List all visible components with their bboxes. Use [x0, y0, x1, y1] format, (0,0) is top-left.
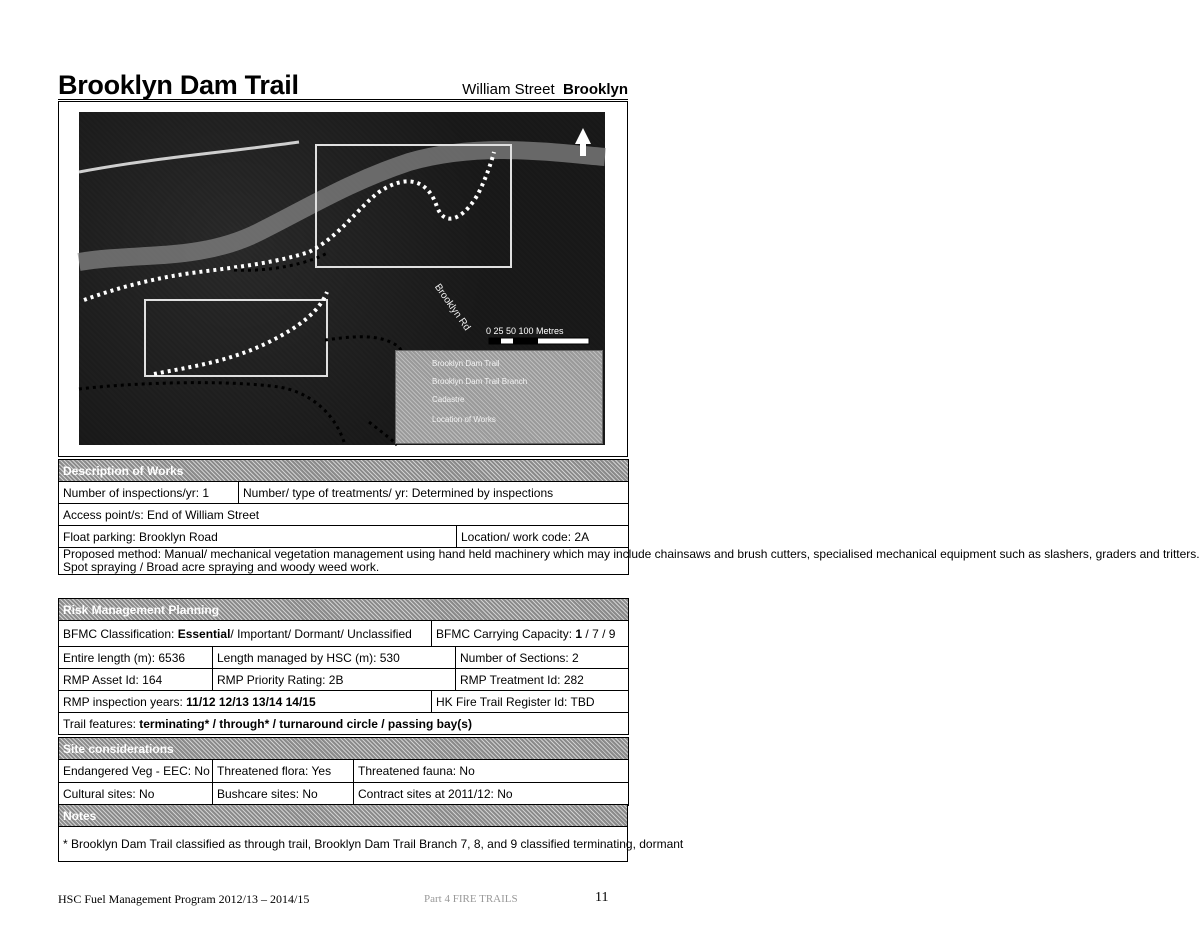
risk-heading: Risk Management Planning	[59, 599, 629, 621]
capacity-options: / 7 / 9	[582, 626, 616, 641]
flora-cell: Threatened flora: Yes	[213, 760, 354, 783]
description-heading: Description of Works	[59, 460, 629, 482]
bushcare-cell: Bushcare sites: No	[213, 783, 354, 806]
page-title: Brooklyn Dam Trail	[58, 70, 299, 100]
risk-table	[58, 598, 629, 735]
map-scale: 0 25 50 100 Metres	[486, 326, 564, 336]
bfmc-options: / Important/ Dormant/ Unclassified	[230, 626, 412, 641]
features-values: terminating* / through* / turnaround circle / passing bay(s)	[139, 716, 472, 731]
entire-length-cell: Entire length (m): 6536	[59, 647, 213, 669]
sections-cell: Number of Sections: 2	[456, 647, 629, 669]
spot-spraying-text: Spot spraying / Broad acre spraying and woody weed work.	[63, 560, 380, 574]
page-number: 11	[595, 890, 609, 905]
capacity-label: BFMC Carrying Capacity:	[436, 626, 576, 641]
legend-item: Brooklyn Dam Trail	[432, 359, 500, 368]
north-arrow-icon	[566, 124, 600, 158]
inspection-years-cell	[59, 691, 432, 713]
bfmc-value: Essential	[177, 626, 231, 641]
access-cell: Access point/s: End of William Street	[59, 504, 629, 526]
footer-part: Part 4 FIRE TRAILS	[424, 893, 518, 905]
asset-id-cell: RMP Asset Id: 164	[59, 669, 213, 691]
legend-item: Cadastre	[432, 395, 465, 404]
aerial-map	[79, 112, 605, 445]
inspection-values: 11/12 12/13 13/14 14/15	[186, 694, 316, 709]
treatment-id-cell: RMP Treatment Id: 282	[456, 669, 629, 691]
hk-register-cell: HK Fire Trail Register Id: TBD	[432, 691, 629, 713]
bfmc-classification-cell	[59, 621, 432, 647]
street-name: William Street	[462, 81, 555, 98]
trail-features-cell	[59, 713, 629, 735]
location-code-cell: Location/ work code: 2A	[457, 526, 629, 548]
inspections-cell: Number of inspections/yr: 1	[59, 482, 239, 504]
street-label: Brooklyn Rd	[431, 282, 473, 333]
map-legend	[395, 350, 603, 444]
proposed-method-cell	[59, 547, 1200, 575]
site-table	[58, 737, 629, 806]
suburb-name: Brooklyn	[562, 81, 628, 98]
length-managed-cell: Length managed by HSC (m): 530	[213, 647, 456, 669]
inspection-label: RMP inspection years:	[63, 694, 187, 709]
carrying-capacity-cell	[432, 621, 629, 647]
priority-cell: RMP Priority Rating: 2B	[213, 669, 456, 691]
map-frame	[58, 101, 628, 457]
description-table	[58, 459, 1200, 575]
proposed-method-text: Proposed method: Manual/ mechanical vegetation management using hand held machinery which may include chainsaws and brush cutters, specialised mechanical equipment such as slashers, graders and tritters.	[63, 547, 1200, 561]
treatments-cell: Number/ type of treatments/ yr: Determined by inspections	[239, 482, 629, 504]
legend-item: Brooklyn Dam Trail Branch	[432, 377, 528, 386]
notes-text: * Brooklyn Dam Trail classified as through trail, Brooklyn Dam Trail Branch 7, 8, and 9 classified terminating, dormant	[59, 827, 628, 862]
cultural-cell: Cultural sites: No	[59, 783, 213, 806]
contract-cell: Contract sites at 2011/12: No	[354, 783, 629, 806]
trail-location	[462, 81, 628, 98]
endangered-cell: Endangered Veg - EEC: No	[59, 760, 213, 783]
fauna-cell: Threatened fauna: No	[354, 760, 629, 783]
footer-program: HSC Fuel Management Program 2012/13 – 2014/15	[58, 892, 310, 906]
capacity-value: 1	[575, 626, 583, 641]
features-label: Trail features:	[63, 716, 140, 731]
float-parking-cell: Float parking: Brooklyn Road	[59, 526, 457, 548]
title-rule	[58, 99, 628, 100]
site-heading: Site considerations	[59, 738, 629, 760]
notes-table	[58, 804, 684, 862]
notes-heading: Notes	[59, 805, 628, 827]
legend-item: Location of Works	[432, 415, 496, 424]
bfmc-label: BFMC Classification:	[63, 626, 178, 641]
